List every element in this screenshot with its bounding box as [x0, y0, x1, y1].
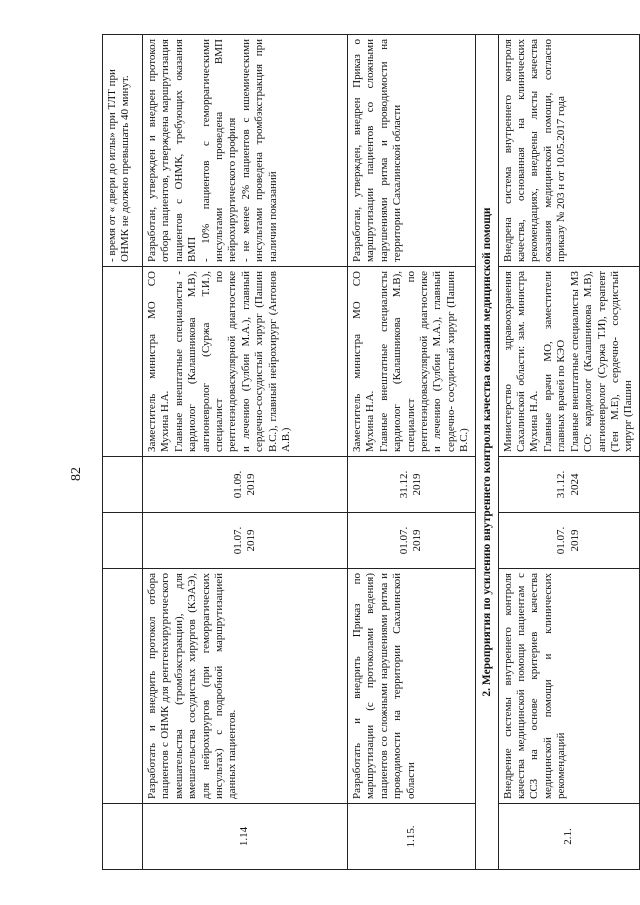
result-cell	[103, 35, 143, 267]
result-cell	[498, 35, 639, 267]
rotated-table-container	[102, 35, 635, 870]
result-cell-line: Внедрена система внутреннего контроля качества, основанная на клинических рекомендациях, внедрены листы качества оказания медицинской помощи, согласно приказу № 203 н от 10.05.2017 года	[501, 39, 568, 262]
row-number: 1.15.	[348, 804, 476, 870]
responsible-cell-line: Главные внештатные специалисты - кардиолог (Калашникова М.В), ангионевролог (Суржа Т.И.), специалист по рентгенэндоваскулярной диагностике и лечению (Гулбин М.А.), главный сердечно-сосудистый хирург (Пашин В.С.), главный нейрохирург (Антонов А.В.)	[172, 271, 293, 452]
task-cell: Разработать и внедрить протокол отбора пациентов с ОНМК для рентгенхирургического вмешательства (тромбэкстракции), для вмешательства сосудистых хирургов (КЭАЭ), для нейрохирургов (при геморрагических инсультах) с подробной маршрутизацией данных пациентов.	[143, 569, 348, 804]
responsible-cell-line: Главные врачи МО, заместители главных врачей по КЭО	[541, 271, 568, 452]
start-date-cell	[103, 513, 143, 569]
end-date-cell	[103, 457, 143, 513]
end-date-cell: 01.09. 2019	[143, 457, 348, 513]
end-date-cell: 31.12. 2024	[498, 457, 639, 513]
start-date-cell: 01.07. 2019	[348, 513, 476, 569]
page-number: 82	[69, 467, 84, 481]
section-row	[475, 35, 498, 870]
measures-table	[102, 34, 640, 870]
responsible-cell	[103, 267, 143, 457]
responsible-cell-line: Министерство здравоохранения Сахалинской области: зам. министра Мухина Н.А.	[501, 271, 541, 452]
end-date-cell: 31.12. 2019	[348, 457, 476, 513]
table-row	[103, 35, 143, 870]
result-cell-line: - 10% пациентов с геморрагическими инсультами проведена ВМП нейрохирургического профиля	[199, 39, 239, 262]
table-row	[348, 35, 476, 870]
task-cell: Внедрение системы внутреннего контроля качества медицинской помощи пациентам с ССЗ на основе критериев качества медицинской помощи и клинических рекомендаций	[498, 569, 639, 804]
table-body	[103, 35, 640, 870]
responsible-cell-line: Заместитель министра МО СО Мухина Н.А.	[146, 271, 172, 452]
section-title: 2. Мероприятия по усилению внутреннего контроля качества оказания медицинской помощи	[475, 35, 498, 870]
result-cell-line: Разработан, утвержден и внедрен протокол отбора пациентов, утверждена маршрутизация пациентов с ОНМК, требующих оказания ВМП	[146, 39, 199, 262]
responsible-cell	[143, 267, 348, 457]
responsible-cell-line: Главные внештатные специалисты МЗ СО: кардиолог (Калашникова М.В), ангионевролог (Суржа Т.И), терапевт (Тен М.Е), сердечно- сосудистый хирург (Пашин	[568, 271, 635, 452]
result-cell	[348, 35, 476, 267]
result-cell-line: ОНМК не должно превышать 40 минут.	[119, 75, 132, 262]
table-row	[143, 35, 348, 870]
result-cell	[143, 35, 348, 267]
responsible-cell-line: Главные внештатные специалисты кардиолог (Калашникова М.В), специалист по рентгенэндоваскулярной диагностике и лечению (Гулбин М.А.), главный сердечно- сосудистый хирург (Пашин В.С.)	[377, 271, 471, 452]
task-cell	[103, 569, 143, 804]
result-cell-line: Разработан, утвержден, внедрен Приказ о маршрутизации пациентов со сложными нарушениями ритма и проводимости на территории Сахалинской области	[351, 39, 404, 262]
result-cell-line: - не менее 2% пациентов с ишемическими инсультами проведена тромбэкстракция при наличии показаний	[239, 39, 279, 262]
row-number: 2.1.	[498, 804, 639, 870]
table-row	[498, 35, 639, 870]
responsible-cell-line: Заместитель министра МО СО Мухина Н.А.	[351, 271, 377, 452]
responsible-cell	[348, 267, 476, 457]
result-cell-line: - время от « двери до иглы» при ТЛТ при	[106, 69, 118, 262]
start-date-cell: 01.07. 2019	[498, 513, 639, 569]
row-number	[103, 804, 143, 870]
row-number: 1.14	[143, 804, 348, 870]
task-cell: Разработать и внедрить Приказ по маршрутизации (с протоколами ведения) пациентов со сложными нарушениями ритма и проводимости на территории Сахалинской области	[348, 569, 476, 804]
responsible-cell	[498, 267, 639, 457]
start-date-cell: 01.07. 2019	[143, 513, 348, 569]
